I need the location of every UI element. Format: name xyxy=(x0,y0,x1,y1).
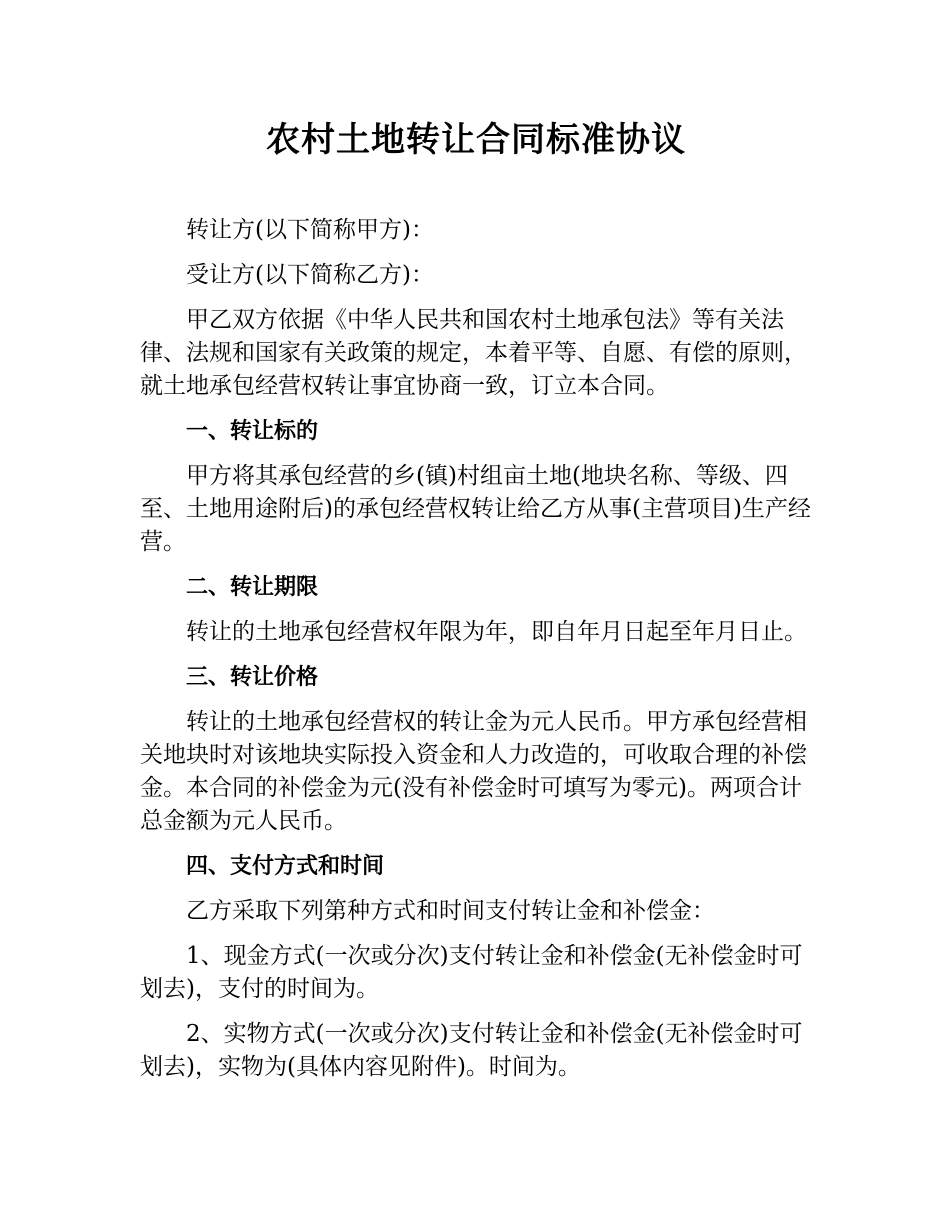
section-heading-transfer-term: 二、转让期限 xyxy=(186,575,319,600)
section-body-transfer-subject: 甲方将其承包经营的乡(镇)村组亩土地(地块名称、等级、四至、土地用途附后)的承包经营权转让给乙方从事(主营项目)生产经营。 xyxy=(140,463,811,555)
payment-option-cash: 1、现金方式(一次或分次)支付转让金和补偿金(无补偿金时可划去)，支付的时间为。 xyxy=(140,943,803,1002)
section-body-transfer-price: 转让的土地承包经营权的转让金为元人民币。甲方承包经营相关地块时对该地块实际投入资金和人力改造的，可收取合理的补偿金。本合同的补偿金为元(没有补偿金时可填写为零元)。两项合计总金额为元人民币。 xyxy=(140,709,807,834)
party-b-line: 受让方(以下简称乙方)： xyxy=(186,262,434,288)
section-heading-transfer-subject: 一、转让标的 xyxy=(186,419,319,444)
section-body-transfer-term: 转让的土地承包经营权年限为年，即自年月日起至年月日止。 xyxy=(186,619,807,645)
section-body-payment-intro: 乙方采取下列第种方式和时间支付转让金和补偿金： xyxy=(186,898,715,924)
section-heading-payment: 四、支付方式和时间 xyxy=(186,854,385,879)
document-title: 农村土地转让合同标准协议 xyxy=(266,120,686,160)
payment-option-in-kind: 2、实物方式(一次或分次)支付转让金和补偿金(无补偿金时可划去)，实物为(具体内容见附件)。时间为。 xyxy=(140,1021,803,1080)
contract-page xyxy=(140,110,812,1096)
party-a-line: 转让方(以下简称甲方)： xyxy=(186,217,434,243)
section-heading-transfer-price: 三、转让价格 xyxy=(186,665,319,690)
preamble-paragraph: 甲乙双方依据《中华人民共和国农村土地承包法》等有关法律、法规和国家有关政策的规定，本着平等、自愿、有偿的原则，就土地承包经营权转让事宜协商一致，订立本合同。 xyxy=(140,307,807,399)
